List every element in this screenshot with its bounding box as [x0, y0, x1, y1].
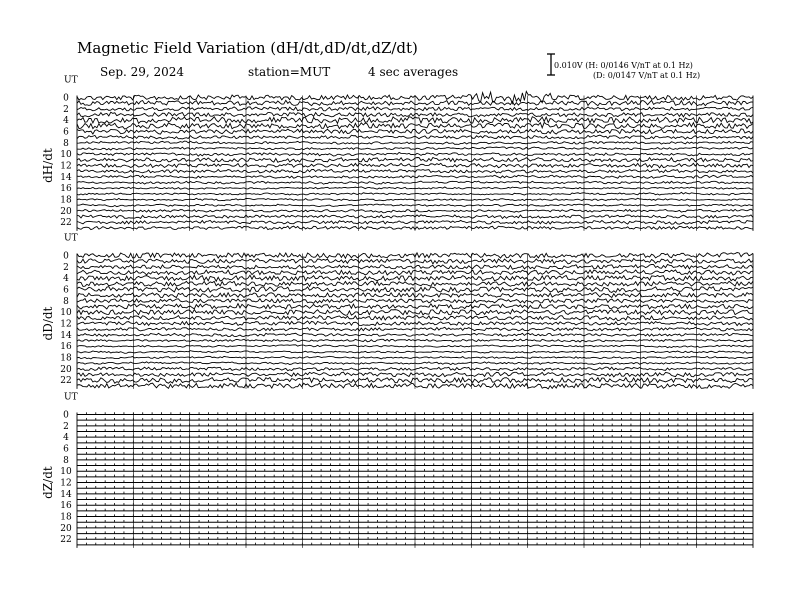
hour-label: 0 [63, 251, 69, 262]
component-label: dH/dt [41, 148, 55, 183]
hour-label: 4 [63, 116, 69, 127]
chart-title: Magnetic Field Variation (dH/dt,dD/dt,dZ/dt) [77, 39, 418, 57]
hour-label: 14 [60, 330, 72, 341]
date-label: Sep. 29, 2024 [100, 65, 185, 79]
hour-label: 18 [60, 353, 72, 364]
hour-label: 6 [63, 444, 69, 455]
hour-label: 8 [63, 138, 69, 149]
averaging-label: 4 sec averages [368, 65, 459, 79]
scale-note-d: (D: 0/0147 V/nT at 0.1 Hz) [593, 71, 701, 80]
hour-label: 0 [63, 93, 69, 104]
hour-label: 16 [60, 342, 72, 353]
hour-label: 12 [60, 319, 72, 330]
panel-dz-dt [41, 393, 753, 548]
hour-label: 18 [60, 512, 72, 523]
ut-label: UT [64, 392, 78, 403]
hour-label: 10 [60, 150, 72, 161]
hour-label: 16 [60, 184, 72, 195]
hour-label: 6 [63, 127, 69, 138]
hour-label: 12 [60, 478, 72, 489]
hour-label: 4 [63, 433, 69, 444]
panel-dd-dt [41, 234, 753, 389]
station-label: station=MUT [248, 65, 331, 79]
component-label: dD/dt [41, 306, 55, 341]
hour-label: 2 [63, 262, 69, 273]
hour-label: 6 [63, 285, 69, 296]
hour-label: 10 [60, 467, 72, 478]
hour-label: 14 [60, 172, 72, 183]
ut-label: UT [64, 233, 78, 244]
scale-bar [547, 54, 555, 75]
hour-label: 20 [60, 206, 72, 217]
hour-label: 10 [60, 308, 72, 319]
hour-label: 8 [63, 455, 69, 466]
panel-dh-dt [41, 76, 753, 231]
component-label: dZ/dt [41, 466, 55, 499]
scale-note-h: 0.010V (H: 0/0146 V/nT at 0.1 Hz) [554, 61, 693, 70]
hour-label: 14 [60, 489, 72, 500]
hour-label: 12 [60, 161, 72, 172]
hour-label: 2 [63, 104, 69, 115]
hour-label: 2 [63, 421, 69, 432]
hour-label: 16 [60, 501, 72, 512]
hour-label: 22 [60, 376, 72, 387]
ut-label: UT [64, 75, 78, 86]
hour-label: 8 [63, 296, 69, 307]
hour-label: 22 [60, 535, 72, 546]
hour-label: 22 [60, 218, 72, 229]
hour-label: 18 [60, 195, 72, 206]
hour-label: 0 [63, 410, 69, 421]
hour-label: 20 [60, 523, 72, 534]
hour-label: 4 [63, 274, 69, 285]
hour-label: 20 [60, 364, 72, 375]
